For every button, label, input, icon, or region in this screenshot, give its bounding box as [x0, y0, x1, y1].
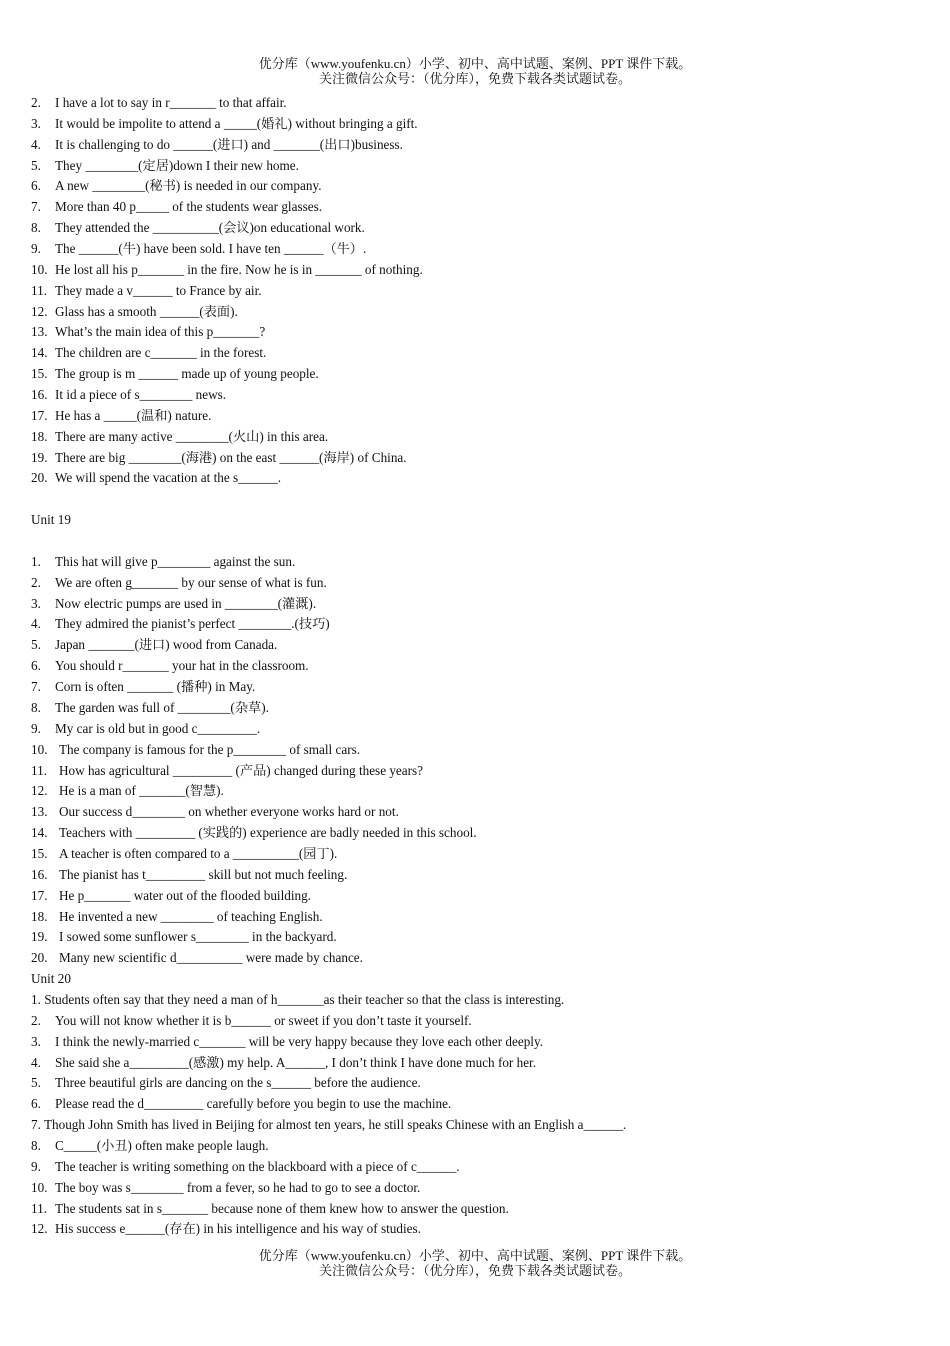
question-number: 7.: [31, 199, 41, 215]
question-item: [31, 927, 931, 948]
question-item: [31, 302, 931, 323]
question-number: 16.: [31, 387, 48, 403]
question-number: 10.: [31, 741, 48, 757]
question-text: There are big ________(海港) on the east ______(海岸) of China.: [55, 449, 407, 465]
page-footer: [0, 1248, 950, 1278]
question-item: [31, 114, 931, 135]
question-text: You should r_______ your hat in the classroom.: [55, 658, 309, 674]
question-number: 7.: [31, 679, 41, 695]
question-text: 1. Students often say that they need a man of h_______as their teacher so that the class is interesting.: [31, 991, 565, 1007]
question-item: [31, 281, 931, 302]
question-number: 14.: [31, 345, 48, 361]
question-text: We are often g_______ by our sense of what is fun.: [55, 574, 327, 590]
question-item: [31, 406, 931, 427]
question-number: 2.: [31, 95, 41, 110]
question-number: 8.: [31, 220, 41, 236]
question-number: 12.: [31, 783, 48, 799]
unit-19-title: Unit 19: [31, 512, 71, 528]
question-text: The children are c_______ in the forest.: [55, 345, 267, 361]
header-line-1: 优分库（www.youfenku.cn）小学、初中、高中试题、案例、PPT 课件下载。: [258, 56, 692, 71]
question-number: 9.: [31, 1158, 41, 1174]
question-text: What’s the main idea of this p_______?: [55, 324, 266, 340]
question-item: [31, 552, 931, 573]
question-number: 4.: [31, 136, 41, 152]
question-number: 3.: [31, 595, 41, 611]
question-item: [31, 1199, 931, 1220]
question-number: 14.: [31, 825, 48, 841]
question-text: There are many active ________(火山) in this area.: [55, 428, 329, 444]
exercise-content: [31, 93, 931, 1240]
question-text: His success e______(存在) in his intelligence and his way of studies.: [55, 1221, 421, 1237]
question-item: [31, 990, 931, 1011]
question-text: More than 40 p_____ of the students wear glasses.: [55, 199, 322, 215]
question-text: She said she a_________(感激) my help. A______, I don’t think I have done much for her.: [55, 1054, 537, 1070]
question-number: 17.: [31, 887, 48, 903]
question-text: It id a piece of s________ news.: [55, 387, 227, 403]
spacer: [31, 489, 931, 510]
question-item: [31, 1157, 931, 1178]
question-item: [31, 468, 931, 489]
question-text: 7. Though John Smith has lived in Beijing for almost ten years, he still speaks Chinese with an English a______.: [31, 1117, 627, 1133]
question-item: [31, 865, 931, 886]
unit-19-list: [31, 552, 931, 969]
question-text: How has agricultural _________ (产品) changed during these years?: [59, 762, 424, 778]
question-item: [31, 239, 931, 260]
question-number: 16.: [31, 866, 48, 882]
question-text: I have a lot to say in r_______ to that affair.: [55, 95, 287, 110]
question-item: [31, 1094, 931, 1115]
unit-18-list: [31, 93, 931, 489]
question-number: 12.: [31, 1221, 48, 1237]
question-item: [31, 886, 931, 907]
question-text: Many new scientific d__________ were made by chance.: [59, 950, 363, 966]
question-item: [31, 948, 931, 969]
question-item: [31, 677, 931, 698]
question-text: This hat will give p________ against the sun.: [55, 553, 296, 569]
question-number: 10.: [31, 261, 48, 277]
question-text: The ______(牛) have been sold. I have ten ______（牛）.: [55, 241, 367, 257]
question-number: 18.: [31, 908, 48, 924]
question-item: [31, 448, 931, 469]
question-text: My car is old but in good c_________.: [55, 720, 261, 736]
question-number: 6.: [31, 658, 41, 674]
question-item: [31, 823, 931, 844]
question-item: [31, 719, 931, 740]
question-text: Glass has a smooth ______(表面).: [55, 303, 238, 319]
question-number: 2.: [31, 574, 41, 590]
question-number: 4.: [31, 616, 41, 632]
question-text: Please read the d_________ carefully before you begin to use the machine.: [55, 1096, 452, 1112]
question-text: It would be impolite to attend a _____(婚礼) without bringing a gift.: [55, 115, 418, 131]
question-item: [31, 1178, 931, 1199]
question-number: 20.: [31, 470, 48, 486]
question-text: Our success d________ on whether everyone works hard or not.: [59, 804, 399, 820]
question-item: [31, 156, 931, 177]
question-number: 13.: [31, 804, 48, 820]
question-item: [31, 698, 931, 719]
question-number: 5.: [31, 1075, 41, 1091]
question-text: Three beautiful girls are dancing on the s______ before the audience.: [55, 1075, 421, 1091]
question-number: 11.: [31, 282, 47, 298]
question-item: [31, 93, 931, 114]
question-number: 12.: [31, 303, 48, 319]
question-text: We will spend the vacation at the s______.: [55, 470, 282, 486]
question-text: The boy was s________ from a fever, so he had to go to see a doctor.: [55, 1179, 421, 1195]
question-text: He has a _____(温和) nature.: [55, 407, 212, 423]
question-item: [31, 635, 931, 656]
question-text: They ________(定居)down I their new home.: [55, 157, 299, 173]
footer-line-2: 关注微信公众号：（优分库），免费下载各类试题试卷。: [318, 1263, 631, 1278]
question-item: [31, 844, 931, 865]
question-text: They made a v______ to France by air.: [55, 282, 262, 298]
question-item: [31, 364, 931, 385]
question-text: C_____(小丑) often make people laugh.: [55, 1137, 269, 1153]
question-item: [31, 656, 931, 677]
question-item: [31, 802, 931, 823]
question-item: [31, 740, 931, 761]
question-item: [31, 1136, 931, 1157]
question-item: [31, 907, 931, 928]
question-number: 1.: [31, 553, 41, 569]
page-header: [0, 56, 950, 86]
question-text: Japan _______(进口) wood from Canada.: [55, 637, 278, 653]
question-number: 15.: [31, 845, 48, 861]
question-text: He invented a new ________ of teaching English.: [59, 908, 323, 924]
question-text: The group is m ______ made up of young people.: [55, 366, 319, 382]
question-number: 11.: [31, 1200, 47, 1216]
question-number: 8.: [31, 1137, 41, 1153]
question-item: [31, 135, 931, 156]
question-text: You will not know whether it is b______ or sweet if you don’t taste it yourself.: [55, 1012, 472, 1028]
question-number: 5.: [31, 157, 41, 173]
question-number: 5.: [31, 637, 41, 653]
question-text: A new ________(秘书) is needed in our company.: [55, 178, 322, 194]
question-text: Corn is often _______ (播种) in May.: [55, 679, 256, 695]
question-text: The teacher is writing something on the blackboard with a piece of c______.: [55, 1158, 460, 1174]
question-item: [31, 218, 931, 239]
question-text: Now electric pumps are used in ________(灌溉).: [55, 595, 317, 611]
question-number: 18.: [31, 428, 48, 444]
question-text: It is challenging to do ______(进口) and _______(出口)business.: [55, 136, 403, 152]
unit-20-list: [31, 990, 931, 1240]
question-number: 6.: [31, 178, 41, 194]
question-item: [31, 343, 931, 364]
question-item: [31, 1115, 931, 1136]
question-number: 17.: [31, 407, 48, 423]
question-number: 10.: [31, 1179, 48, 1195]
question-item: [31, 176, 931, 197]
question-text: They admired the pianist’s perfect ________.(技巧): [55, 616, 330, 632]
question-item: [31, 1073, 931, 1094]
question-number: 2.: [31, 1012, 41, 1028]
question-item: [31, 385, 931, 406]
question-item: [31, 1219, 931, 1240]
question-item: [31, 1053, 931, 1074]
question-number: 6.: [31, 1096, 41, 1112]
question-number: 11.: [31, 762, 47, 778]
question-number: 3.: [31, 115, 41, 131]
question-text: He is a man of _______(智慧).: [59, 783, 224, 799]
question-text: The company is famous for the p________ of small cars.: [59, 741, 361, 757]
question-text: Teachers with _________ (实践的) experience are badly needed in this school.: [59, 825, 477, 841]
question-item: [31, 197, 931, 218]
question-item: [31, 1032, 931, 1053]
question-number: 19.: [31, 929, 48, 945]
header-line-2: 关注微信公众号：（优分库），免费下载各类试题试卷。: [318, 71, 631, 86]
spacer: [31, 531, 931, 552]
question-text: The garden was full of ________(杂草).: [55, 699, 269, 715]
question-text: He p_______ water out of the flooded building.: [59, 887, 311, 903]
question-number: 9.: [31, 241, 41, 257]
question-text: A teacher is often compared to a __________(园丁).: [59, 845, 338, 861]
question-number: 19.: [31, 449, 48, 465]
question-item: [31, 260, 931, 281]
footer-line-1: 优分库（www.youfenku.cn）小学、初中、高中试题、案例、PPT 课件下载。: [258, 1248, 692, 1263]
question-item: [31, 594, 931, 615]
question-number: 3.: [31, 1033, 41, 1049]
question-number: 13.: [31, 324, 48, 340]
question-item: [31, 427, 931, 448]
question-text: He lost all his p_______ in the fire. Now he is in _______ of nothing.: [55, 261, 423, 277]
question-item: [31, 322, 931, 343]
unit-20-title: Unit 20: [31, 971, 71, 987]
question-text: I sowed some sunflower s________ in the backyard.: [59, 929, 337, 945]
question-text: They attended the __________(会议)on educational work.: [55, 220, 365, 236]
question-text: I think the newly-married c_______ will be very happy because they love each other deeply.: [55, 1033, 544, 1049]
question-item: [31, 573, 931, 594]
question-text: The students sat in s_______ because none of them knew how to answer the question.: [55, 1200, 509, 1216]
question-item: [31, 614, 931, 635]
question-number: 4.: [31, 1054, 41, 1070]
question-item: [31, 781, 931, 802]
question-number: 20.: [31, 950, 48, 966]
question-number: 8.: [31, 699, 41, 715]
question-item: [31, 761, 931, 782]
question-number: 15.: [31, 366, 48, 382]
question-text: The pianist has t_________ skill but not much feeling.: [59, 866, 348, 882]
question-number: 9.: [31, 720, 41, 736]
question-item: [31, 1011, 931, 1032]
